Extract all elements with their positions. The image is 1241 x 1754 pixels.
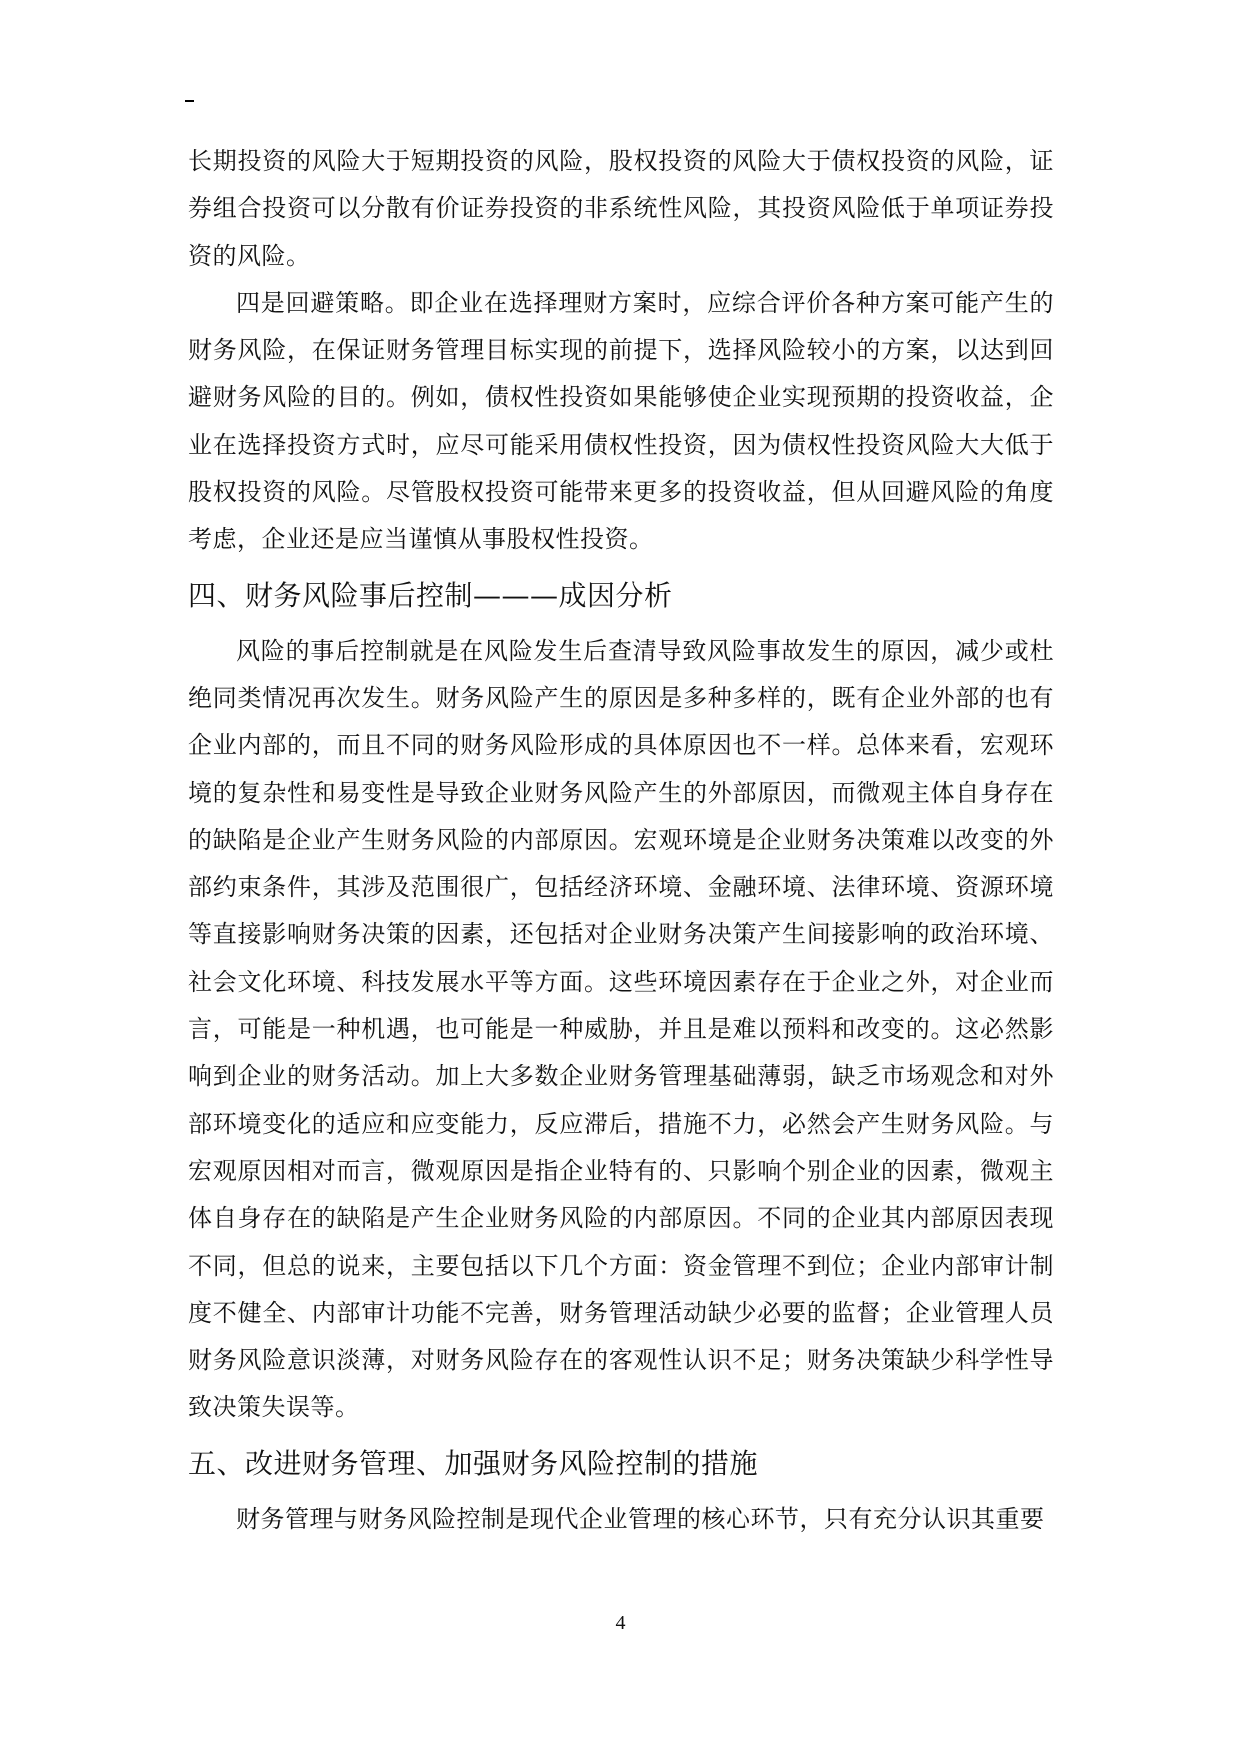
paragraph-avoidance-strategy: 四是回避策略。即企业在选择理财方案时，应综合评价各种方案可能产生的财务风险，在保证财务管理目标实现的前提下，选择风险较小的方案，以达到回避财务风险的目的。例如，债权性投资如果能够使企业实现预期的投资收益，企业在选择投资方式时，应尽可能采用债权性投资，因为债权性投资风险大大低于股权投资的风险。尽管股权投资可能带来更多的投资收益，但从回避风险的角度考虑，企业还是应当谨慎从事股权性投资。 (188, 288, 1054, 554)
paragraph-post-control: 风险的事后控制就是在风险发生后查清导致风险事故发生的原因，减少或杜绝同类情况再次发生。财务风险产生的原因是多种多样的，既有企业外部的也有企业内部的，而且不同的财务风险形成的具体原因也不一样。总体来看，宏观环境的复杂性和易变性是导致企业财务风险产生的外部原因，而微观主体自身存在的缺陷是企业产生财务风险的内部原因。宏观环境是企业财务决策难以改变的外部约束条件，其涉及范围很广，包括经济环境、金融环境、法律环境、资源环境等直接影响财务决策的因素，还包括对企业财务决策产生间接影响的政治环境、社会文化环境、科技发展水平等方面。这些环境因素存在于企业之外，对企业而言，可能是一种机遇，也可能是一种威胁，并且是难以预料和改变的。这必然影响到企业的财务活动。加上大多数企业财务管理基础薄弱，缺乏市场观念和对外部环境变化的适应和应变能力，反应滞后，措施不力，必然会产生财务风险。与宏观原因相对而言，微观原因是指企业特有的、只影响个别企业的因素，微观主体自身存在的缺陷是产生企业财务风险的内部原因。不同的企业其内部原因表现不同，但总的说来，主要包括以下几个方面：资金管理不到位；企业内部审计制度不健全、内部审计功能不完善，财务管理活动缺少必要的监督；企业管理人员财务风险意识淡薄，对财务风险存在的客观性认识不足；财务决策缺少科学性导致决策失误等。 (188, 636, 1054, 1422)
page-number: 4 (615, 1612, 626, 1634)
page-body (188, 138, 1054, 1543)
section-heading-5: 五、改进财务管理、加强财务风险控制的措施 (188, 1446, 759, 1480)
section-heading-4: 四、财务风险事后控制———成因分析 (188, 578, 673, 612)
header-mark (185, 100, 194, 102)
paragraph-investment-risk: 长期投资的风险大于短期投资的风险，股权投资的风险大于债权投资的风险，证券组合投资可以分散有价证券投资的非系统性风险，其投资风险低于单项证券投资的风险。 (188, 147, 1054, 270)
paragraph-measures-intro: 财务管理与财务风险控制是现代企业管理的核心环节，只有充分认识其重要 (236, 1504, 1045, 1533)
